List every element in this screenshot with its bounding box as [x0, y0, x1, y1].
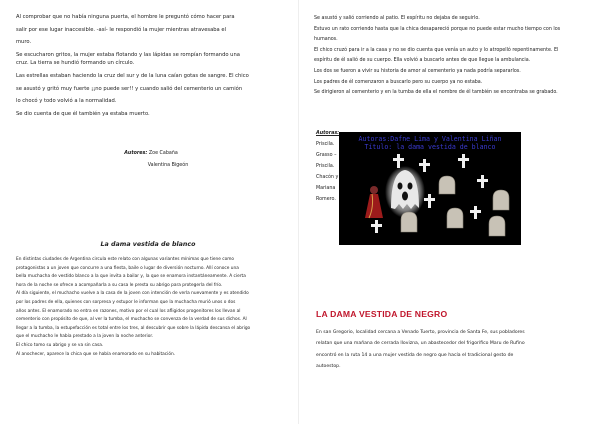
section-title: La dama vestida de blanco — [100, 241, 196, 248]
story1-line: Se escucharon gritos, la mujer estaba flotando y las lápidas se rompían formando una — [16, 51, 240, 58]
story2-line: En distintas ciudades de Argentina circula este relato con algunas variantes mínimas que tiene como — [16, 257, 235, 262]
ending-line: humanos. — [314, 37, 338, 43]
image-caption-authors: Autoras:Dafne Lima y Valentina Liñan — [358, 135, 502, 143]
author-line: Grasso – — [316, 153, 337, 158]
ghost-icon — [385, 166, 425, 218]
author-line: Romero. — [316, 197, 336, 202]
story3-line: autoestop. — [316, 364, 341, 370]
ending-line: Los dos se fueron a vivir su historia de amor al cementerio ya nada podría separarlos. — [314, 68, 521, 74]
story2-line: años antes. El enamorado no entra en razones, motivo por el cual los afligidos progenitores los llevan al — [16, 308, 241, 314]
story3-body — [316, 327, 586, 373]
story2-line: cementerio con propósito de que, al ver la tumba, el muchacho se convenza de la verdad de sus dichos. Al — [16, 317, 247, 323]
story1-line: Las estrellas estaban haciendo la cruz del sur y de la luna caían gotas de sangre. El chico — [16, 72, 249, 79]
story1-line: muro. — [16, 39, 32, 46]
story2-body — [16, 256, 280, 359]
author-name: Valentina Bigeón — [147, 163, 189, 168]
author-name: Zoe Cabaña — [148, 151, 178, 156]
tombstone-icon — [489, 216, 505, 236]
story1-line: Se dio cuenta de que él también ya estaba muerto. — [16, 110, 150, 117]
page-divider — [298, 0, 299, 424]
author-line: Mariana — [316, 186, 336, 191]
image-caption-title: Título: la dama vestida de blanco — [364, 143, 496, 151]
story3-line: relatan que una mañana de cerrada llovizna, un abastecedor del frigorífico Maru de Rufino — [316, 341, 525, 347]
author-line: Priscila. — [316, 164, 335, 169]
story3-line: En san Gregorio, localidad cercana a Venado Tuerto, provincia de Santa Fe, sus pobladores — [316, 330, 525, 335]
ending-line: El chico cruzó para ir a la casa y no se dio cuenta que venía un auto y lo atropelló repentinamente. El — [314, 47, 559, 53]
ending-line: espíritu de él salió de su cuerpo. Ella volvió a buscarlo antes de que llegue la ambulancia. — [314, 58, 531, 64]
story1-line: se asustó y gritó muy fuerte ¡¡no puede ser!! y cuando salió del cementerio un camión — [16, 85, 243, 92]
ending-line: Estuvo un rato corriendo hasta que la chica desapareció porque no puede estar mucho tiempo con los — [314, 26, 561, 32]
tombstone-icon — [439, 176, 455, 194]
ending-line: Se asustó y salió corriendo al patio. El espíritu no dejaba de seguirlo. — [314, 16, 480, 21]
story1-line: cruz. La tierra se hundió formando un círculo. — [16, 60, 135, 67]
tombstone-icon — [493, 190, 509, 210]
story1-line: Al comprobar que no había ninguna puerta, el hombre le preguntó cómo hacer para — [16, 14, 235, 20]
story2-line: hora de la noche se ofrece a acompañarla a su casa le presta su abrigo para protegerla del frío. — [16, 282, 223, 288]
ending-line: Los padres de él comenzaron a buscarlo pero su cuerpo ya no estaba. — [314, 79, 483, 85]
story3-line: encontró en la ruta 14 a una mujer vestida de negro que hacía el tradicional gesto de — [316, 352, 514, 358]
story2-line: llegar a la tumba, la estupefacción es total entre los tres, al descubrir que sobre la lápida descansa el abrigo — [16, 325, 251, 331]
story1-line: salir por ese lugar inaccesible. -así- le respondió la mujer mientras atravesaba el — [16, 26, 227, 33]
authors-label: Autoras: — [316, 131, 340, 136]
authors-label: Autores: — [124, 151, 148, 156]
story2-line: por los padres de ella, quienes con sorpresa y estupor le informan que la muchacha murió unos o dos — [16, 299, 236, 305]
story2-line: Al anochecer, aparece la chica que se había enamorado en su habitación. — [16, 351, 176, 357]
authors-block — [96, 149, 206, 170]
story2-line: bella muchacha de vestido blanco a la que invita a bailar y, la que se enamora instantáneamente. A cierta — [16, 274, 246, 280]
author-line: Priscila. — [316, 142, 335, 147]
story-continuation — [16, 13, 280, 118]
cemetery-illustration — [339, 132, 521, 245]
ending-line: Se dirigieron al cementerio y en la tumba de ella el nombre de él también se encontraba se grabado. — [314, 90, 558, 96]
tombstone-icon — [447, 208, 463, 228]
cemetery-scene — [339, 132, 521, 245]
story2-line: protagonistas a un joven que concurre a una fiesta, baile o lugar de diversión nocturno. Allí conoce una — [16, 265, 239, 271]
tombstone-icon — [401, 212, 417, 232]
story-title-red: LA DAMA VESTIDA DE NEGRO — [316, 309, 448, 319]
story2-line: Al día siguiente, el muchacho vuelve a la casa de la joven con intención de verla nuevamente y es atendido — [16, 291, 249, 297]
story1-line: lo chocó y todo volvió a la normalidad. — [16, 98, 117, 105]
author-line: Chacón y — [316, 175, 339, 180]
story2-line: que el muchacho le había prestado a la joven la noche anterior. — [16, 334, 154, 340]
story2-line: El chico tomo su abrigo y se va sin casa. — [16, 342, 104, 348]
story-ending — [314, 14, 584, 99]
